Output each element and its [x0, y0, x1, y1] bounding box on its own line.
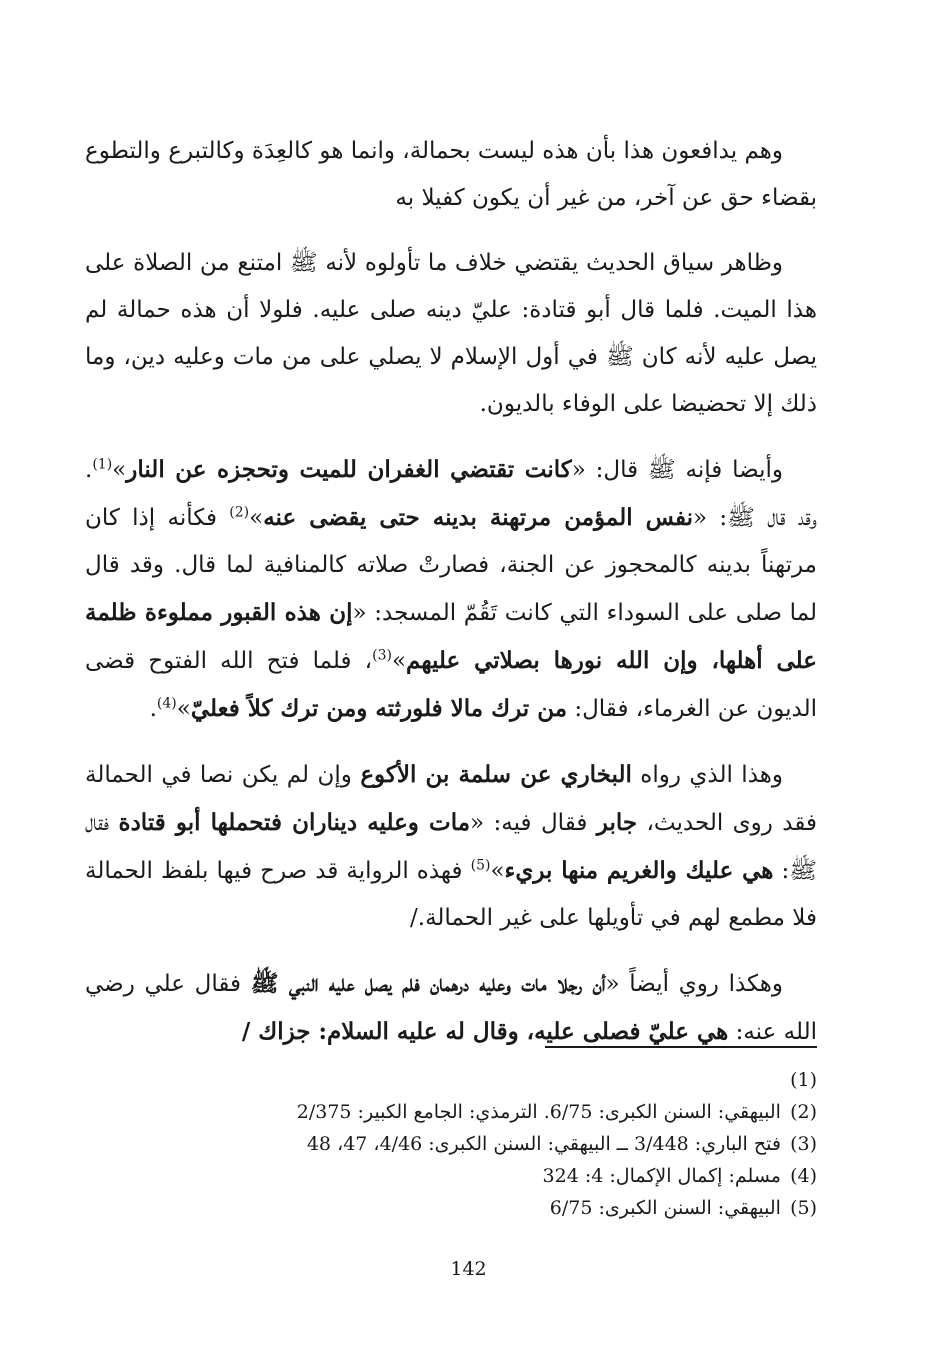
footnote-ref: (4): [156, 695, 177, 712]
bold-text: جابر: [596, 809, 638, 836]
paragraph: [85, 960, 817, 1056]
footnote-ref: (2): [229, 504, 250, 521]
text-run: وإن لم يكن نصا في الحمالة فقد روى الحديث،: [85, 762, 818, 836]
bold-text: إن هذه القبور مملوءة ظلمة على أهلها، وإن الله نورها بصلاتي عليهم: [85, 599, 817, 674]
footnote: [200, 1096, 817, 1128]
paragraph: [85, 751, 817, 942]
footnote-text: فتح الباري: 3/448 ــ البيهقي: السنن الكبرى: 4/46، 47، 48: [306, 1133, 781, 1155]
text-run: »: [391, 648, 407, 674]
text-run: وأيضا فإنه ﷺ قال: «: [571, 457, 783, 483]
footnote-number: (3): [790, 1133, 817, 1155]
bold-text: هي عليّ فصلى عليه، وقال له عليه السلام: جزاك /: [241, 1018, 729, 1045]
text-run: »: [112, 457, 127, 483]
text-run: »: [490, 858, 505, 884]
text-run: ، فلما فتح الله الفتوح قضى الديون عن الغرماء، فقال:: [85, 648, 817, 722]
page-number: 142: [450, 1258, 487, 1280]
footnote-number: (1): [790, 1069, 817, 1091]
bold-text: نفس المؤمن مرتهنة بدينه حتى يقضى عنه: [263, 504, 693, 531]
footnote: [200, 1160, 817, 1192]
bold-text: كانت تقتضي الغفران للميت وتحجزه عن النار: [126, 456, 572, 483]
bold-text: هي عليك والغريم منها بريء: [504, 857, 774, 884]
paragraph: [85, 128, 817, 222]
footnote-text: البيهقي: السنن الكبرى: 6/75. الترمذي: الجامع الكبير: 2/375: [296, 1101, 781, 1123]
footnote-ref: (3): [372, 647, 392, 664]
text-run: وهم يدافعون هذا بأن هذه ليست بحمالة، وانما هو كالعِدَة وكالتبرع والتطوع بقضاء حق عن آخر، من غير أن يكون كفيلا به: [85, 138, 817, 211]
footnote: [200, 1064, 817, 1096]
text-run: »: [176, 696, 191, 722]
footnote: [200, 1192, 817, 1224]
paragraph: [85, 240, 817, 428]
text-run: فهذه الرواية قد صرح فيها بلفظ الحمالة فلا مطمع لهم في تأويلها على غير الحمالة./: [85, 858, 817, 931]
text-run: فكأنه إذا كان مرتهناً بدينه كالمحجوز عن الجنة، فصارتْ صلاته كالمنافية لما قال. وقد قال لما صلى على السوداء التي كانت تَقُمّ المسجد: «: [85, 505, 817, 626]
body-text: [85, 128, 817, 1074]
footnote-divider: [545, 1046, 817, 1048]
footnote-number: (5): [790, 1197, 817, 1219]
bold-text: مات وعليه ديناران فتحملها أبو قتادة: [118, 809, 471, 836]
text-run: وظاهر سياق الحديث يقتضي خلاف ما تأولوه لأنه ﷺ امتنع من الصلاة على هذا الميت. فلما قال أبو قتادة: عليّ دينه صلى عليه. فلولا أن هذه حمالة لم يصل عليه لأنه كان ﷺ في أول الإسلام لا يصلي على من مات وعليه دين، وما ذلك إلا تحضيضا على الوفاء بالديون.: [85, 250, 817, 417]
bold-text: من ترك مالا فلورثته ومن ترك كلاً فعليّ: [190, 695, 568, 722]
footnote-text: البيهقي: السنن الكبرى: 6/75: [549, 1197, 781, 1219]
footnote: [200, 1128, 817, 1160]
footnote-number: (4): [790, 1165, 817, 1187]
bold-text: أن رجلا مات وعليه درهمان فلم يصل عليه النبي ﷺ: [250, 970, 606, 997]
footnote-ref: (1): [92, 456, 113, 473]
text-run: وهكذا روي أيضاً «: [605, 971, 783, 997]
text-run: فقال ﷺ:: [85, 810, 817, 884]
text-run: فقال فيه: «: [470, 810, 597, 836]
footnote-text: مسلم: إكمال الإكمال: 4: 324: [542, 1165, 781, 1187]
footnote-number: (2): [790, 1101, 817, 1123]
text-run: . وقد قال ﷺ: «: [85, 457, 817, 531]
footnotes: [200, 1064, 817, 1224]
footnote-ref: (5): [470, 857, 491, 874]
text-run: فقال علي رضي الله عنه:: [85, 971, 817, 1045]
text-run: .: [149, 696, 157, 722]
text-run: وهذا الذي رواه: [631, 762, 783, 788]
text-run: »: [249, 505, 264, 531]
paragraph: [85, 446, 817, 733]
bold-text: البخاري عن سلمة بن الأكوع: [360, 761, 632, 788]
